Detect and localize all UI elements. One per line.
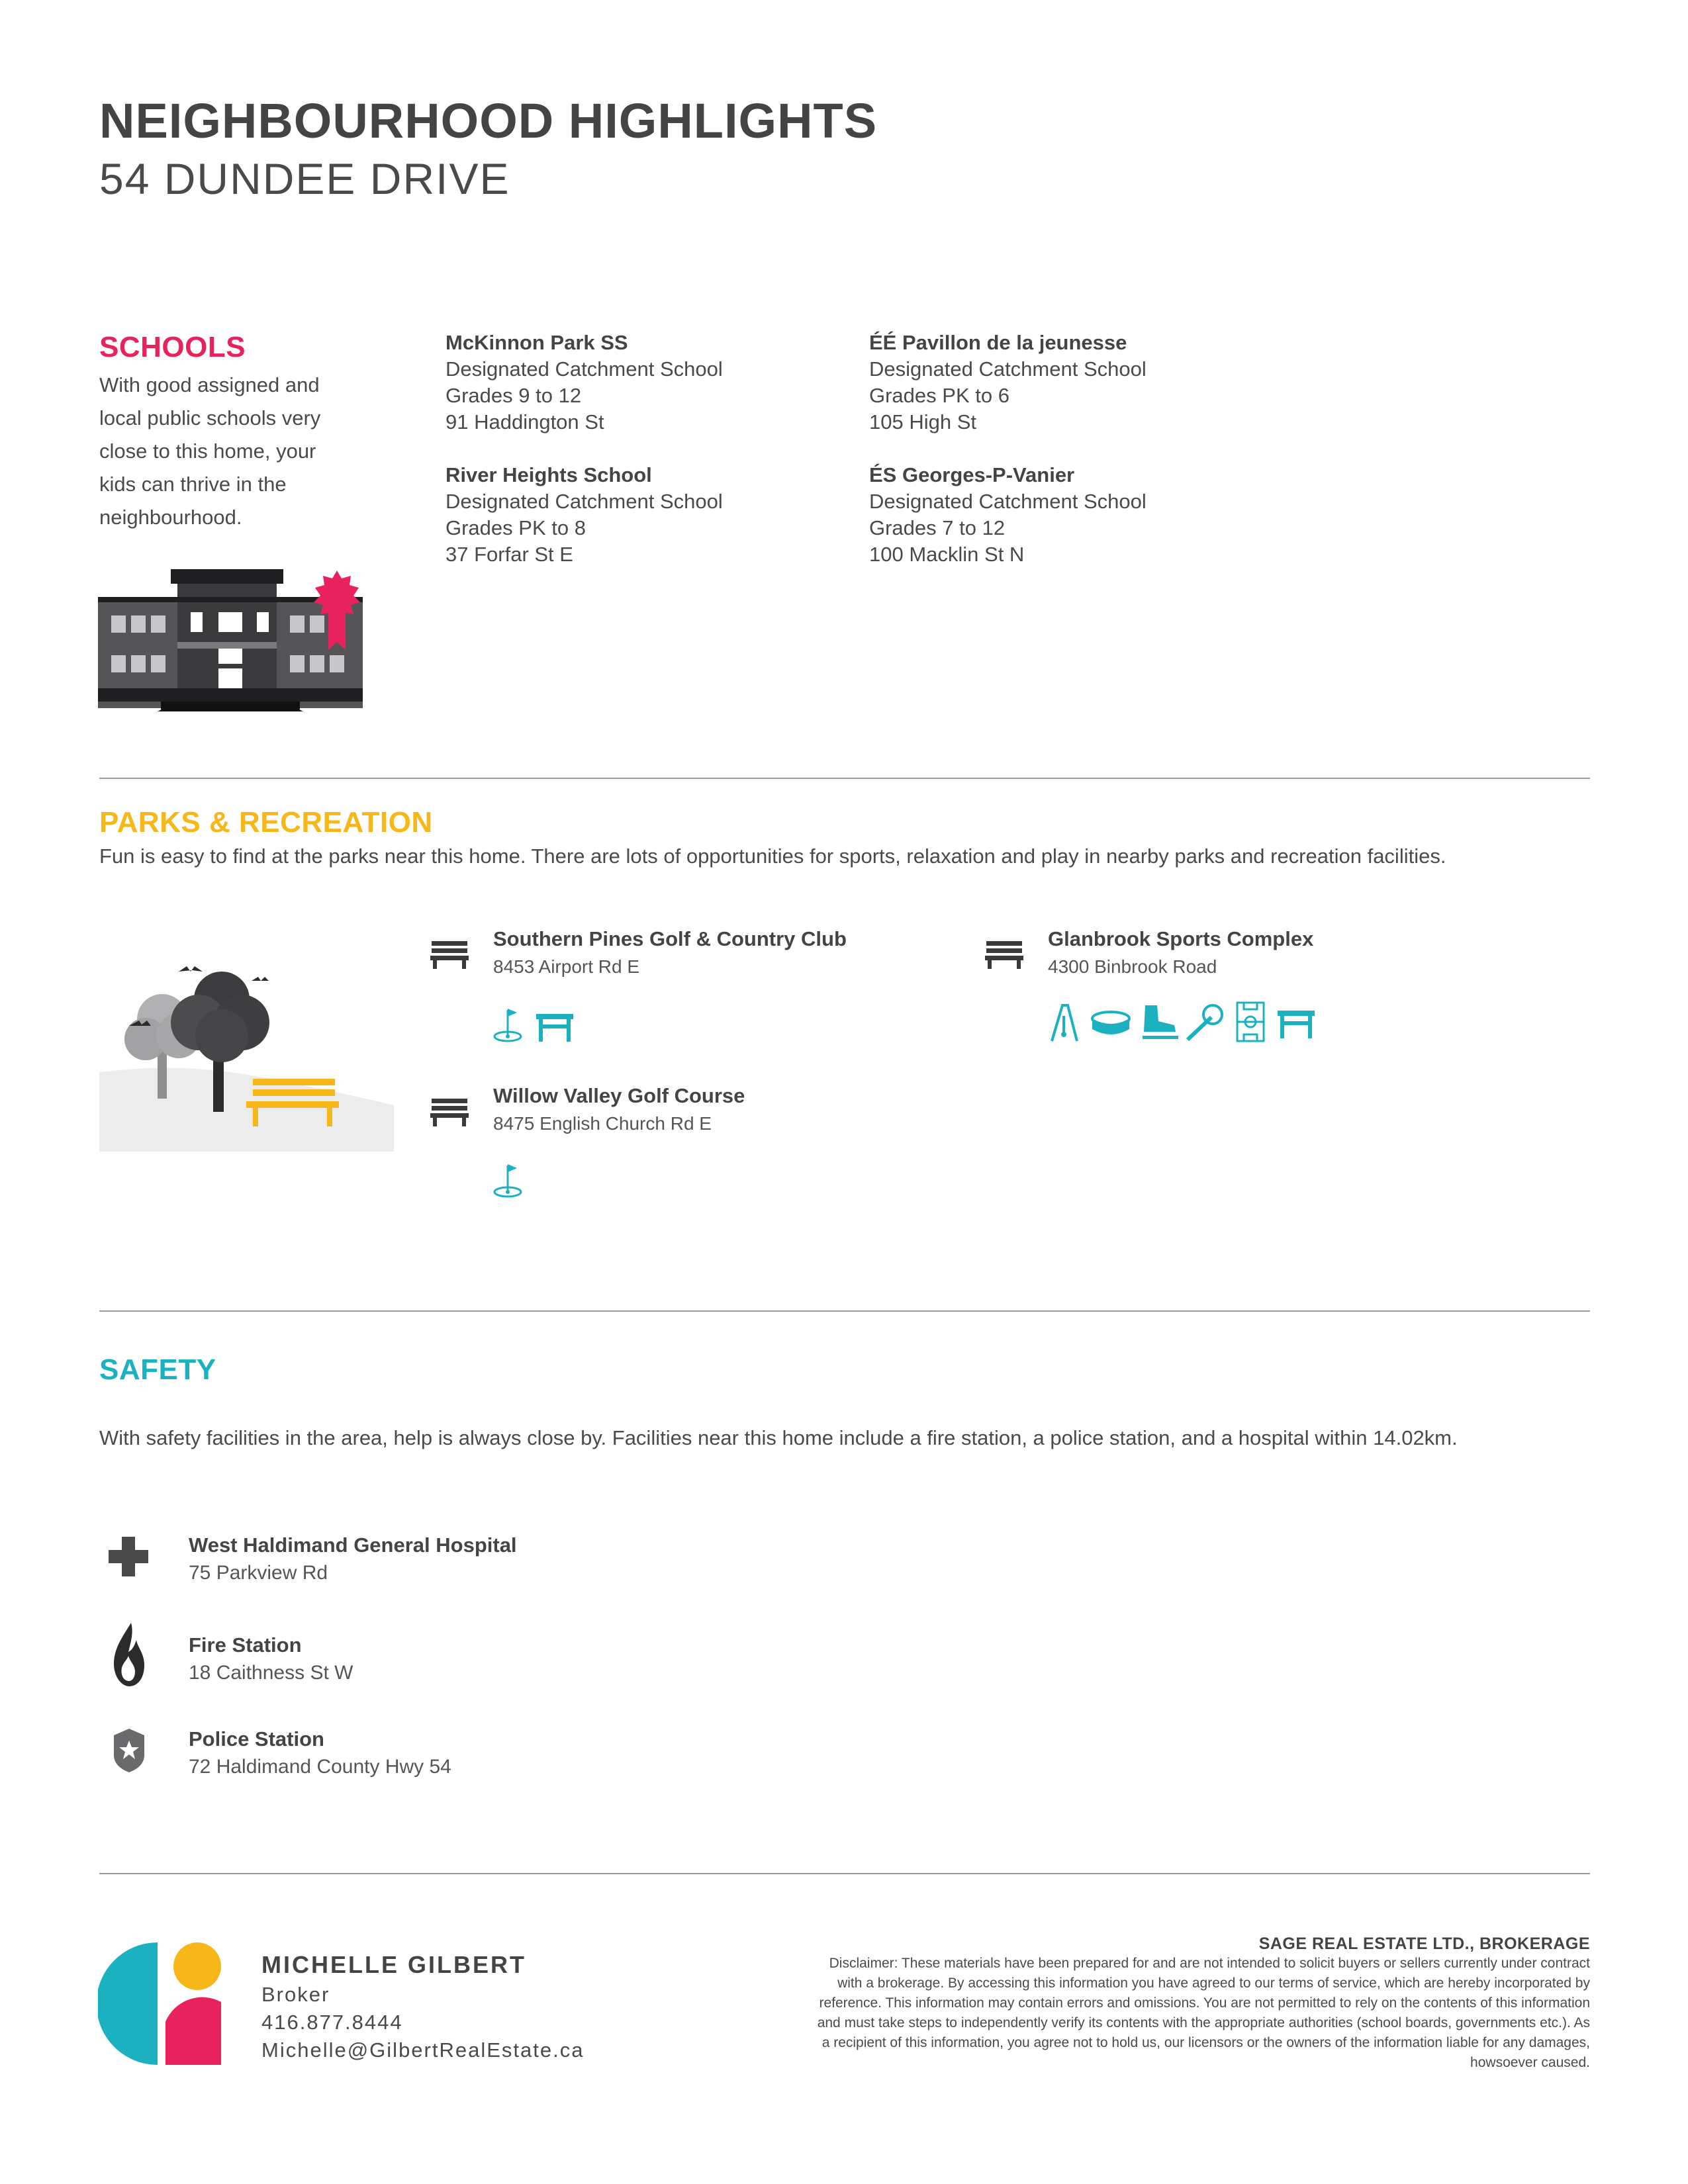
safety-description: With safety facilities in the area, help is always close by. Facilities near this home include a fire station, a police station, and a hospital within 14.02km. <box>99 1426 1458 1449</box>
soccer-field-icon <box>1235 1001 1266 1043</box>
schools-title: SCHOOLS <box>99 331 246 363</box>
school-address: 91 Haddington St <box>445 410 604 433</box>
safety-item <box>189 1725 784 1781</box>
school-grades: Grades PK to 8 <box>445 516 586 539</box>
agent-role: Broker <box>261 1983 330 2006</box>
police-badge-icon <box>113 1727 146 1774</box>
bench-icon <box>430 940 469 969</box>
park-item <box>493 925 957 981</box>
disclaimer-text: Disclaimer: These materials have been prepared for and are not intended to solicit buyers or sellers currently under contract with a brokerage. By accessing this information you have agreed to our terms of service, which are hereby incorporated by reference. This information may contain errors and omissions. You are not permitted to rely on the contents of this information and must take steps to independently verify its contents with the appropriate authorities (school boards, governments etc.). As a recipient of this information, you agree not to hold us, our licensors or the owners of the information liable for any damages, howsoever caused. <box>817 1956 1590 2070</box>
school-name: ÉS Georges-P-Vanier <box>869 463 1075 486</box>
section-divider <box>99 778 1590 779</box>
parks-description: Fun is easy to find at the parks near this home. There are lots of opportunities for sports, relaxation and play in nearby parks and recreation facilities. <box>99 844 1446 868</box>
park-name: Glanbrook Sports Complex <box>1048 927 1314 950</box>
parks-title: PARKS & RECREATION <box>99 806 433 839</box>
section-divider <box>99 1310 1590 1312</box>
park-address: 8453 Airport Rd E <box>493 956 640 977</box>
baseball-icon <box>1185 1003 1226 1042</box>
park-address: 4300 Binbrook Road <box>1048 956 1217 977</box>
schools-description: With good assigned and local public schools very close to this home, your kids can thrive in the neighbourhood. <box>99 373 321 529</box>
bench-icon <box>430 1097 469 1126</box>
school-card <box>869 462 1240 568</box>
safety-item <box>189 1631 784 1687</box>
school-card <box>445 330 816 435</box>
school-card <box>445 462 816 568</box>
park-address: 8475 English Church Rd E <box>493 1113 712 1134</box>
agent-contact <box>261 1981 584 2064</box>
safety-item <box>189 1531 784 1587</box>
safety-address: 72 Haldimand County Hwy 54 <box>189 1756 451 1778</box>
section-divider <box>99 1873 1590 1874</box>
stadium-icon <box>1091 1009 1131 1038</box>
brokerage-name: SAGE REAL ESTATE LTD., BROKERAGE <box>1258 1934 1590 1953</box>
page-title: NEIGHBOURHOOD HIGHLIGHTS <box>99 93 878 148</box>
school-address: 105 High St <box>869 410 976 433</box>
school-grades: Grades 9 to 12 <box>445 384 582 407</box>
safety-name: West Haldimand General Hospital <box>189 1533 517 1557</box>
school-type: Designated Catchment School <box>869 357 1147 381</box>
school-type: Designated Catchment School <box>445 490 723 513</box>
hospital-cross-icon <box>107 1535 150 1578</box>
skate-icon <box>1140 1003 1180 1042</box>
safety-address: 75 Parkview Rd <box>189 1562 328 1584</box>
school-name: McKinnon Park SS <box>445 331 628 354</box>
golf-icon <box>493 1161 525 1199</box>
agent-name: MICHELLE GILBERT <box>261 1951 526 1978</box>
school-name: River Heights School <box>445 463 652 486</box>
agent-phone[interactable]: 416.877.8444 <box>261 2011 403 2034</box>
safety-address: 18 Caithness St W <box>189 1662 353 1684</box>
school-grades: Grades 7 to 12 <box>869 516 1006 539</box>
park-name: Willow Valley Golf Course <box>493 1084 745 1107</box>
school-name: ÉÉ Pavillon de la jeunesse <box>869 331 1127 354</box>
safety-title: SAFETY <box>99 1353 216 1386</box>
picnic-table-icon <box>535 1013 575 1042</box>
property-address: 54 DUNDEE DRIVE <box>99 154 510 203</box>
school-address: 37 Forfar St E <box>445 543 573 566</box>
park-item <box>1048 925 1511 981</box>
park-name: Southern Pines Golf & Country Club <box>493 927 847 950</box>
golf-icon <box>493 1006 525 1043</box>
safety-name: Fire Station <box>189 1633 302 1657</box>
flame-icon <box>111 1621 147 1688</box>
school-grades: Grades PK to 6 <box>869 384 1009 407</box>
agent-email[interactable]: Michelle@GilbertRealEstate.ca <box>261 2038 585 2062</box>
school-type: Designated Catchment School <box>869 490 1147 513</box>
park-item <box>493 1082 957 1138</box>
disclaimer-block <box>809 1934 1590 2073</box>
picnic-table-icon <box>1276 1009 1316 1038</box>
school-card <box>869 330 1240 435</box>
brokerage-logo-icon <box>98 1942 224 2065</box>
school-address: 100 Macklin St N <box>869 543 1025 566</box>
safety-name: Police Station <box>189 1727 324 1751</box>
school-building-icon <box>98 569 389 715</box>
bench-icon <box>985 940 1023 969</box>
school-type: Designated Catchment School <box>445 357 723 381</box>
park-illustration-icon <box>99 946 394 1152</box>
playground-icon <box>1048 1003 1081 1042</box>
